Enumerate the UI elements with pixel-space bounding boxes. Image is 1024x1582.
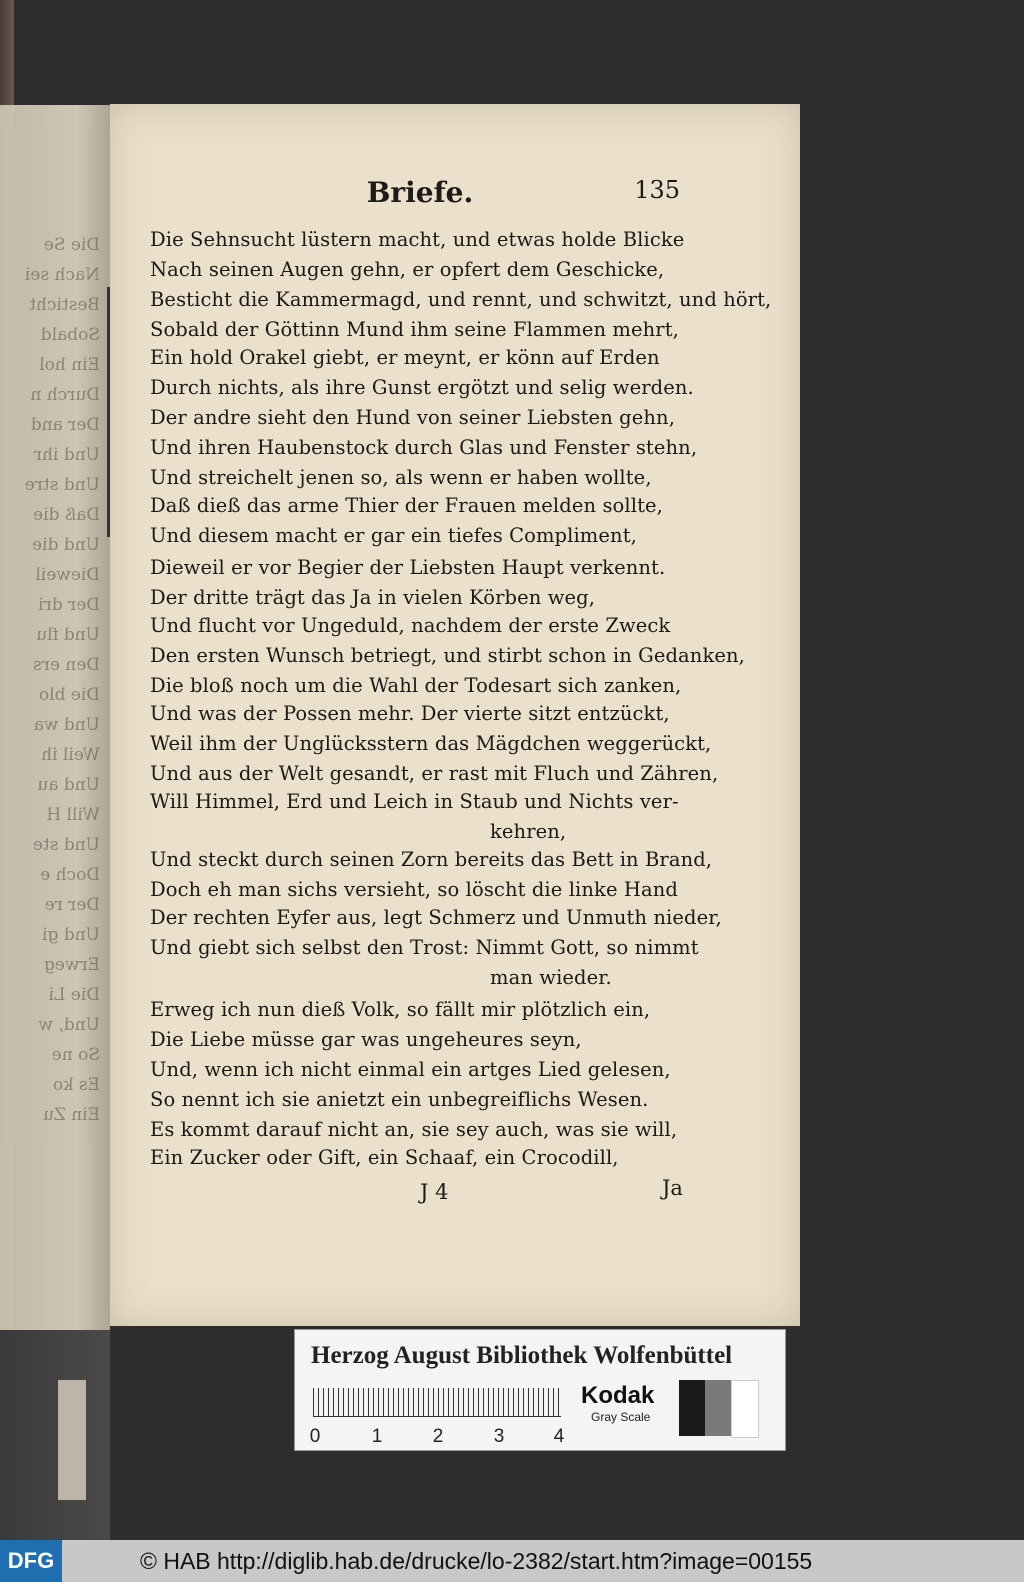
text-line: Sobald der Göttinn Mund ihm seine Flammen mehrt, — [150, 318, 679, 341]
bleed-through-text: Und gi — [42, 925, 100, 945]
bleed-through-text: Die Li — [48, 985, 100, 1005]
bleed-through-text: Ein hol — [39, 355, 100, 375]
bleed-through-text: Und, w — [38, 1015, 100, 1035]
bleed-through-text: Weil ih — [41, 745, 100, 765]
bleed-through-text: Durch n — [30, 385, 100, 405]
bleed-through-text: Den ers — [33, 655, 100, 675]
gray-patch-white — [731, 1380, 759, 1438]
text-line: Und streichelt jenen so, als wenn er haben wollte, — [150, 466, 652, 489]
text-line: Die Sehnsucht lüstern macht, und etwas holde Blicke — [150, 228, 685, 251]
bleed-through-text: Der re — [44, 895, 100, 915]
text-line: Den ersten Wunsch betriegt, und stirbt schon in Gedanken, — [150, 644, 745, 667]
copyright-url: © HAB http://diglib.hab.de/drucke/lo-2382/start.htm?image=00155 — [140, 1548, 813, 1574]
text-line: Die bloß noch um die Wahl der Todesart sich zanken, — [150, 674, 682, 697]
text-line: Und, wenn ich nicht einmal ein artges Lied gelesen, — [150, 1058, 671, 1081]
bleed-through-text: Und die — [32, 535, 100, 555]
text-line: Der andre sieht den Hund von seiner Liebsten gehn, — [150, 406, 675, 429]
bleed-through-text: Nach sei — [24, 265, 100, 285]
text-line: Weil ihm der Unglücksstern das Mägdchen weggerückt, — [150, 732, 712, 755]
text-line: Nach seinen Augen gehn, er opfert dem Geschicke, — [150, 258, 665, 281]
bleed-through-text: So ne — [51, 1045, 100, 1065]
bleed-through-text: Die blo — [38, 685, 100, 705]
text-line: Will Himmel, Erd und Leich in Staub und Nichts ver- — [150, 790, 679, 813]
ruler-label-4: 4 — [553, 1426, 565, 1447]
bleed-through-text: Sobald — [40, 325, 100, 345]
bleed-through-text: Der and — [30, 415, 100, 435]
text-line: So nennt ich sie anietzt ein unbegreiflichs Wesen. — [150, 1088, 649, 1111]
text-line: Daß dieß das arme Thier der Frauen melden sollte, — [150, 494, 663, 517]
text-line: Erweg ich nun dieß Volk, so fällt mir plötzlich ein, — [150, 998, 651, 1021]
text-line: Und ihren Haubenstock durch Glas und Fenster stehn, — [150, 436, 698, 459]
text-line: kehren, — [490, 820, 567, 843]
spine-label — [58, 1380, 86, 1500]
catchword: Ja — [662, 1176, 683, 1200]
text-line: man wieder. — [490, 966, 612, 989]
running-head: Briefe. — [366, 176, 474, 209]
library-name: Herzog August Bibliothek Wolfenbüttel — [311, 1342, 733, 1369]
bleed-through-text: Ein Zu — [43, 1105, 100, 1125]
text-line: Und diesem macht er gar ein tiefes Compliment, — [150, 524, 637, 547]
text-line: Dieweil er vor Begier der Liebsten Haupt verkennt. — [150, 556, 666, 579]
text-line: Ein hold Orakel giebt, er meynt, er könn auf Erden — [150, 346, 660, 369]
text-line: Und giebt sich selbst den Trost: Nimmt Gott, so nimmt — [150, 936, 699, 959]
bleed-through-text: Und ste — [32, 835, 100, 855]
page-number: 135 — [634, 176, 680, 204]
bleed-through-text: Und au — [37, 775, 100, 795]
text-line: Und was der Possen mehr. Der vierte sitzt entzückt, — [150, 702, 670, 725]
text-line: Und flucht vor Ungeduld, nachdem der erste Zweck — [150, 614, 671, 637]
gray-patch-black — [679, 1380, 705, 1436]
viewer-footer — [0, 1540, 1024, 1582]
bleed-through-text: Daß die — [33, 505, 100, 525]
text-line: Der dritte trägt das Ja in vielen Körben weg, — [150, 586, 596, 609]
bleed-through-text: Und ihr — [33, 445, 100, 465]
leaf-shadow — [0, 1330, 110, 1540]
previous-leaf — [0, 105, 110, 1330]
bleed-through-text: Die Se — [43, 235, 100, 255]
bleed-through-text: Besticht — [29, 295, 100, 315]
bleed-through-text: Erweg — [43, 955, 100, 975]
bleed-through-text: Will H — [46, 805, 100, 825]
signature-mark: J 4 — [420, 1180, 449, 1204]
kodak-logo: Kodak — [581, 1382, 655, 1409]
page-gutter-mark — [107, 287, 110, 537]
text-line: Besticht die Kammermagd, und rennt, und schwitzt, und hört, — [150, 288, 772, 311]
text-line: Durch nichts, als ihre Gunst ergötzt und selig werden. — [150, 376, 694, 399]
calibration-card — [294, 1329, 786, 1451]
bleed-through-text: Dieweil — [35, 565, 100, 585]
ruler-label-3: 3 — [493, 1426, 505, 1447]
bleed-through-text: Und stre — [24, 475, 100, 495]
bleed-through-text: Der dri — [38, 595, 100, 615]
bleed-through-text: Und wa — [33, 715, 100, 735]
text-line: Die Liebe müsse gar was ungeheures seyn, — [150, 1028, 582, 1051]
bleed-through-text: Und flu — [36, 625, 100, 645]
text-line: Es kommt darauf nicht an, sie sey auch, was sie will, — [150, 1118, 678, 1141]
gray-scale-label: Gray Scale — [591, 1410, 651, 1424]
text-line: Ein Zucker oder Gift, ein Schaaf, ein Crocodill, — [150, 1146, 619, 1169]
text-line: Der rechten Eyfer aus, legt Schmerz und Unmuth nieder, — [150, 906, 722, 929]
gray-patch-mid — [705, 1380, 731, 1436]
ruler-label-1: 1 — [371, 1426, 383, 1447]
dfg-logo: DFG — [0, 1540, 62, 1582]
text-line: Und aus der Welt gesandt, er rast mit Fluch und Zähren, — [150, 762, 719, 785]
bleed-through-text: Es ko — [52, 1075, 100, 1095]
text-line: Und steckt durch seinen Zorn bereits das Bett in Brand, — [150, 848, 713, 871]
ruler-label-2: 2 — [432, 1426, 444, 1447]
text-line: Doch eh man sichs versieht, so löscht die linke Hand — [150, 878, 678, 901]
bleed-through-text: Doch e — [40, 865, 100, 885]
scale-ruler — [313, 1388, 561, 1417]
ruler-label-0: 0 — [309, 1426, 321, 1447]
